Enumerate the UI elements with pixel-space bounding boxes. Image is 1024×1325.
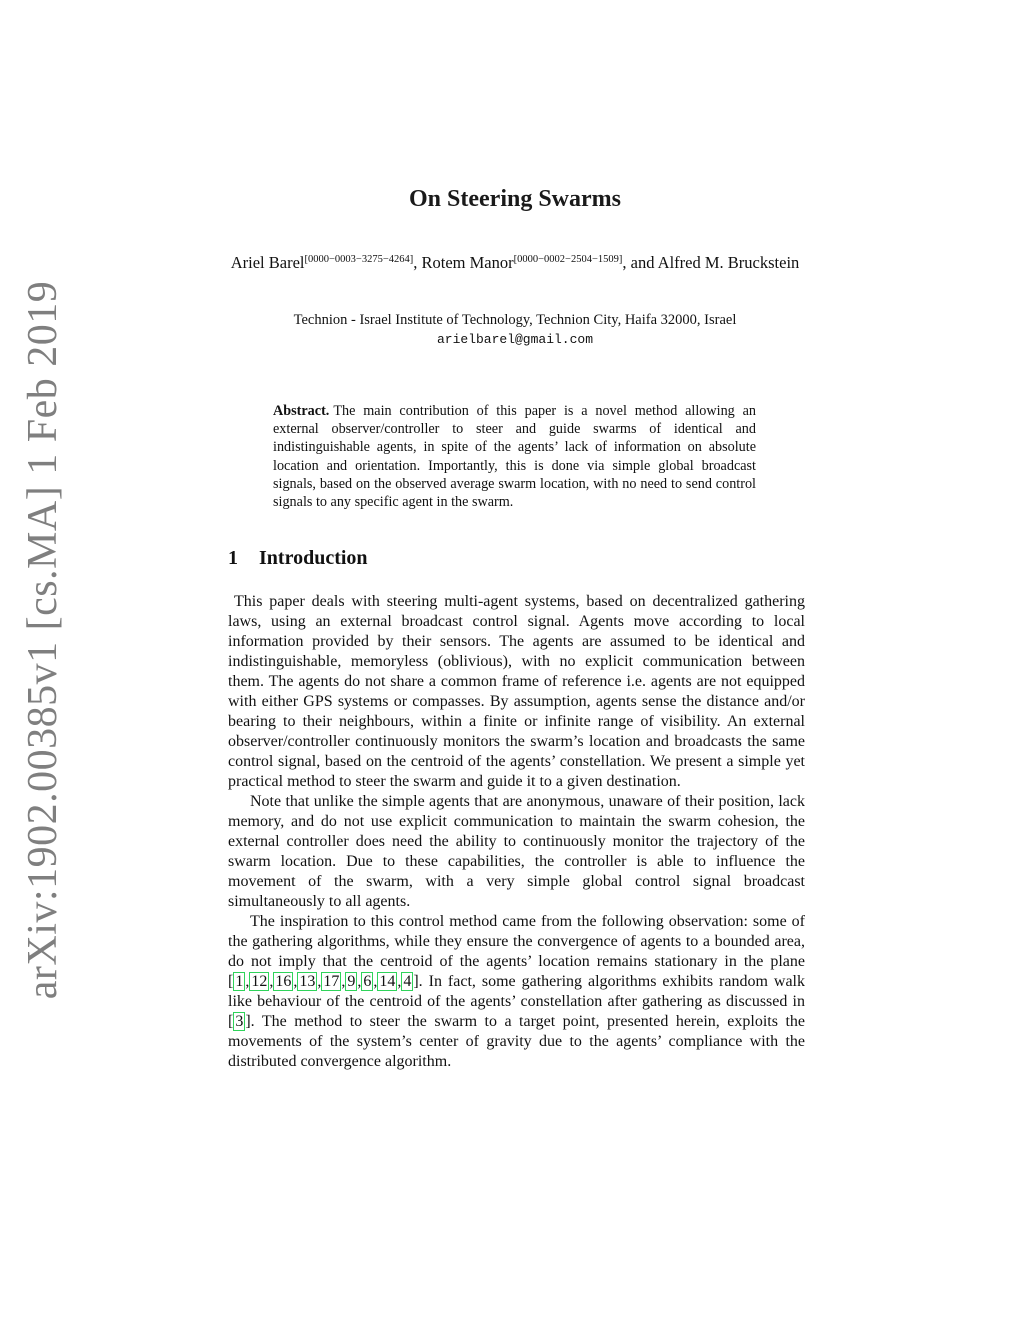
citation-link[interactable]: 13 [299,973,316,990]
affiliation: Technion - Israel Institute of Technology, Technion City, Haifa 32000, Israel [293,312,737,328]
abstract-text: The main contribution of this paper is a novel method allowing an external observer/controller to steer and guide swarms of identical and indistinguishable agents, in spite of the agents’ lack of information on absolute location and orientation. Importantly, this is done via simple global broadcast signals, based on the observed average swarm location, with no need to send control signals to any specific agent in the swarm. [273,403,756,511]
citation-link[interactable]: 12 [251,973,268,990]
paragraph-3-part-3: ]. The method to steer the swarm to a target point, presented herein, exploits the movements of the system’s center of gravity due to the agents’ compliance with the distributed convergence algorithm. [228,1013,805,1070]
citation-link[interactable]: 4 [403,973,412,990]
citation-link[interactable]: 3 [235,1013,244,1030]
section-heading [228,547,368,570]
paragraph-1: This paper deals with steering multi-agent systems, based on decentralized gathering laws, using an external broadcast control signal. Agents move according to local information provided by their sensors. The agents are assumed to be identical and indistinguishable, memoryless (oblivious), with no explicit communication between them. The agents do not share a common frame of reference i.e. agents are not equipped with either GPS systems or compasses. By assumption, agents sense the distance and/or bearing to their neighbours, within a finite or infinite range of visibility. An external observer/controller continuously monitors the swarm’s location and broadcasts the same control signal, based on the centroid of the agents’ constellation. We present a simple yet practical method to steer the swarm and guide it to a given destination. [228,593,805,790]
author-list [220,252,810,274]
author-email[interactable]: arielbarel@gmail.com [436,332,594,347]
section-title: Introduction [259,547,368,569]
citation-group: 1 , 12 , 16 , 13 , 17 , 9 , 6 , 14 , 4 [235,973,412,990]
citation-link[interactable]: 16 [275,973,292,990]
author-2-orcid: [0000−0002−2504−1509] [513,254,623,265]
author-1-name: Ariel Barel [230,253,305,272]
section-body [228,592,805,1072]
arxiv-stamp-text: arXiv:1902.00385v1 [cs.MA] 1 Feb 2019 [20,280,66,1000]
paper-title: On Steering Swarms [409,186,621,212]
paragraph-3-part-2: ]. In fact, some gathering algorithms exhibits random walk like behaviour of the centroid of the agents’ constellation after gathering as discussed in [ [228,973,805,1030]
paragraph-2: Note that unlike the simple agents that are anonymous, unaware of their position, lack memory, and do not use explicit communication to maintain the swarm cohesion, the external controller does need the ability to continuously monitor the trajectory of the swarm location. Due to these capabilities, the controller is able to influence the movement of the swarm, with a very simple global control signal broadcast simultaneously to all agents. [228,793,805,910]
author-3-name: , and Alfred M. Bruckstein [622,253,800,272]
affiliation-block [200,311,830,349]
paragraph-3 [228,912,805,1072]
paragraph-3-part-1: The inspiration to this control method came from the following observation: some of the gathering algorithms, while they ensure the convergence of agents to a bounded area, do not imply that the centroid of the agents’ location remains stationary in the plane [ [228,913,805,990]
abstract-label: Abstract. [273,403,330,419]
section-number: 1 [228,547,238,569]
author-1-orcid: [0000−0003−3275−4264] [304,254,414,265]
citation-link[interactable]: 9 [347,973,356,990]
citation-link[interactable]: 17 [323,973,340,990]
arxiv-stamp [18,280,68,1000]
abstract [273,402,756,511]
citation-link[interactable]: 14 [379,973,396,990]
citation-link[interactable]: 6 [363,973,372,990]
citation-link[interactable]: 1 [235,973,244,990]
author-2-name: , Rotem Manor [413,253,514,272]
